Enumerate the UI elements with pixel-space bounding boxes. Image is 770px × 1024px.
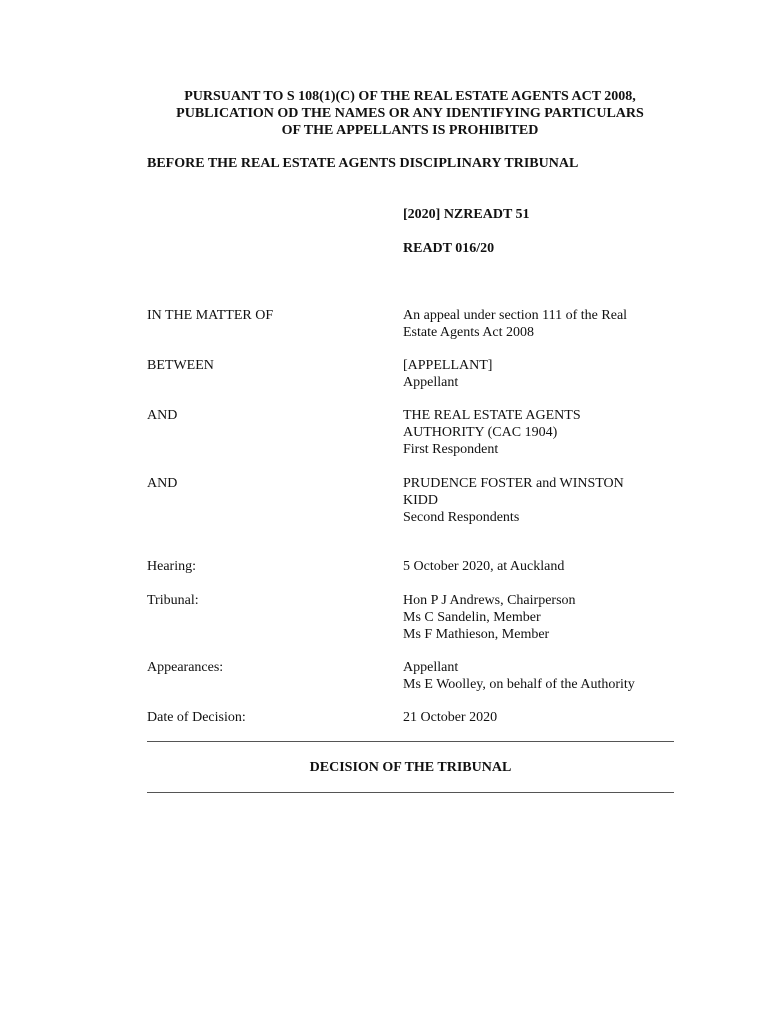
first-respondent-line-1: THE REAL ESTATE AGENTS bbox=[403, 408, 581, 423]
appellant-role: Appellant bbox=[403, 375, 459, 390]
hearing-value: 5 October 2020, at Auckland bbox=[403, 559, 565, 574]
tribunal-members bbox=[403, 592, 673, 643]
second-respondents-line-1: PRUDENCE FOSTER and WINSTON bbox=[403, 476, 624, 491]
notice-line-2: PUBLICATION OD THE NAMES OR ANY IDENTIFYING PARTICULARS bbox=[176, 106, 644, 121]
tribunal-label: Tribunal: bbox=[147, 593, 199, 608]
file-number: READT 016/20 bbox=[403, 241, 495, 256]
divider-top bbox=[147, 741, 674, 742]
appearance-1: Appellant bbox=[403, 660, 459, 675]
first-respondent-role: First Respondent bbox=[403, 442, 499, 457]
second-respondents-line-2: KIDD bbox=[403, 493, 438, 508]
tribunal-member-2: Ms C Sandelin, Member bbox=[403, 610, 541, 625]
appellant-name: [APPELLANT] bbox=[403, 358, 493, 373]
between-value bbox=[403, 357, 673, 391]
first-respondent-line-2: AUTHORITY (CAC 1904) bbox=[403, 425, 558, 440]
matter-label: IN THE MATTER OF bbox=[147, 308, 274, 323]
and-label-1: AND bbox=[147, 408, 178, 423]
matter-value bbox=[403, 307, 673, 341]
tribunal-member-1: Hon P J Andrews, Chairperson bbox=[403, 593, 576, 608]
hearing-label: Hearing: bbox=[147, 559, 196, 574]
second-respondents bbox=[403, 475, 673, 526]
notice-line-3: OF THE APPELLANTS IS PROHIBITED bbox=[281, 123, 539, 138]
notice-line-1: PURSUANT TO S 108(1)(C) OF THE REAL ESTATE AGENTS ACT 2008, bbox=[184, 89, 636, 104]
between-label: BETWEEN bbox=[147, 358, 214, 373]
first-respondent bbox=[403, 407, 673, 458]
neutral-citation: [2020] NZREADT 51 bbox=[403, 207, 530, 222]
matter-line-2: Estate Agents Act 2008 bbox=[403, 325, 535, 340]
tribunal-heading: BEFORE THE REAL ESTATE AGENTS DISCIPLINARY TRIBUNAL bbox=[147, 156, 579, 171]
appearances-value bbox=[403, 659, 673, 693]
suppression-notice bbox=[140, 88, 680, 139]
second-respondents-role: Second Respondents bbox=[403, 510, 520, 525]
tribunal-member-3: Ms F Mathieson, Member bbox=[403, 627, 550, 642]
date-label: Date of Decision: bbox=[147, 710, 246, 725]
divider-bottom bbox=[147, 792, 674, 793]
appearances-label: Appearances: bbox=[147, 660, 224, 675]
appearance-2: Ms E Woolley, on behalf of the Authority bbox=[403, 677, 635, 692]
decision-title: DECISION OF THE TRIBUNAL bbox=[309, 760, 512, 775]
matter-line-1: An appeal under section 111 of the Real bbox=[403, 308, 628, 323]
and-label-2: AND bbox=[147, 476, 178, 491]
date-value: 21 October 2020 bbox=[403, 710, 498, 725]
